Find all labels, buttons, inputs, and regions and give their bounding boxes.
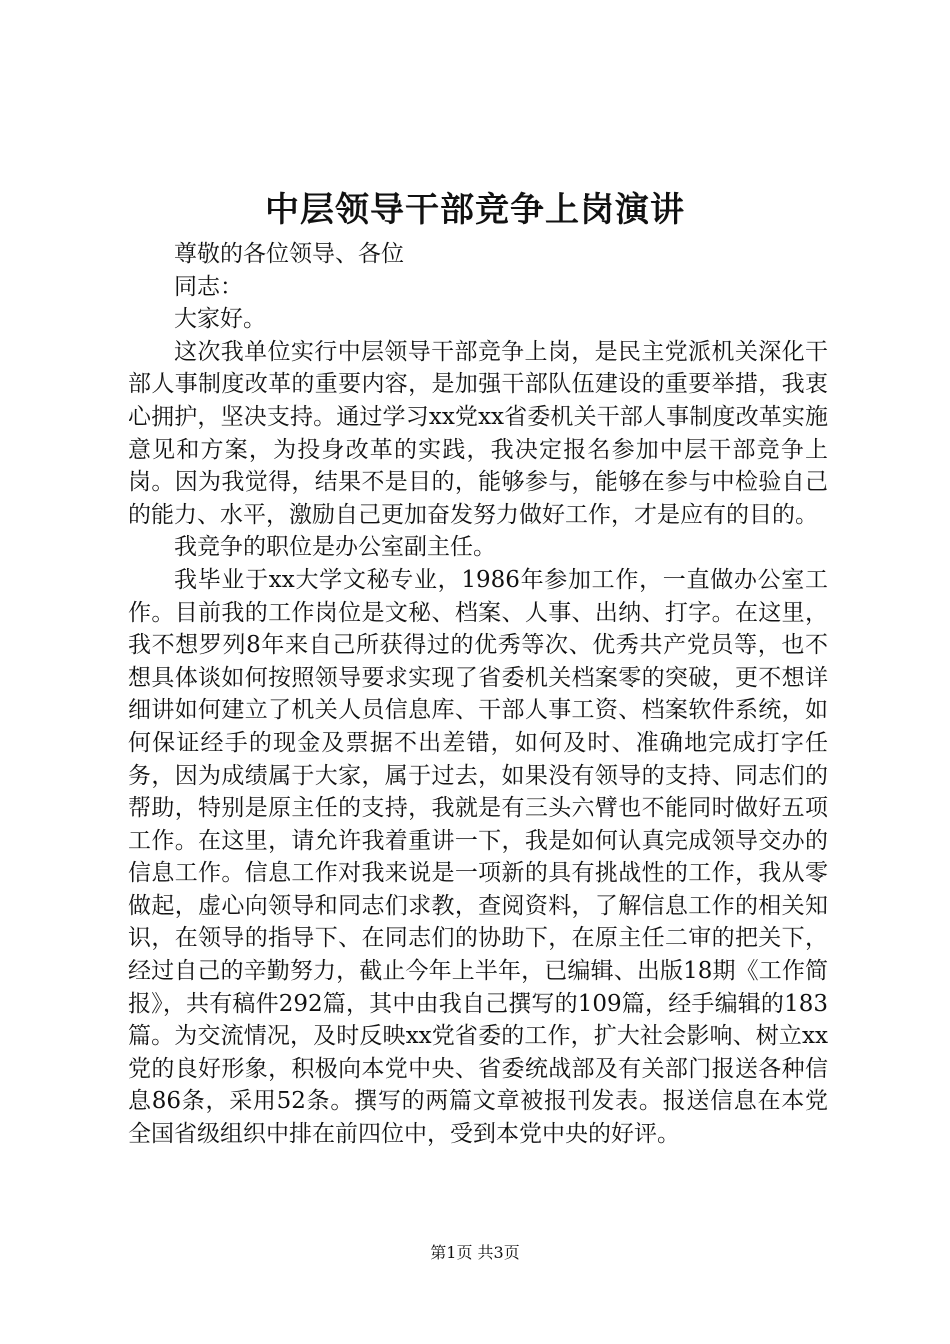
salutation-line-1: 尊敬的各位领导、各位 bbox=[174, 241, 404, 267]
document-body bbox=[128, 238, 828, 1151]
paragraph-experience: 我毕业于xx大学文秘专业，1986年参加工作，一直做办公室工作。目前我的工作岗位是文秘、档案、人事、出纳、打字。在这里，我不想罗列8年来自己所获得过的优秀等次、优秀共产党员等，也不想具体谈如何按照领导要求实现了省委机关档案零的突破，更不想详细讲如何建立了机关人员信息库、干部人事工资、档案软件系统，如何保证经手的现金及票据不出差错，如何及时、准确地完成打字任务，因为成绩属于大家，属于过去，如果没有领导的支持、同志们的帮助，特别是原主任的支持，我就是有三头六臂也不能同时做好五项工作。在这里，请允许我着重讲一下，我是如何认真完成领导交办的信息工作。信息工作对我来说是一项新的具有挑战性的工作，我从零做起，虚心向领导和同志们求教，查阅资料，了解信息工作的相关知识，在领导的指导下、在同志们的协助下，在原主任二审的把关下，经过自己的辛勤努力，截止今年上半年，已编辑、出版18期《工作简报》，共有稿件292篇，其中由我自己撰写的109篇，经手编辑的183篇。为交流情况，及时反映xx党省委的工作，扩大社会影响、树立xx党的良好形象，积极向本党中央、省委统战部及有关部门报送各种信息86条，采用52条。撰写的两篇文章被报刊发表。报送信息在本党全国省级组织中排在前四位中，受到本党中央的好评。 bbox=[128, 566, 828, 1148]
paragraph-intro: 这次我单位实行中层领导干部竞争上岗，是民主党派机关深化干部人事制度改革的重要内容，是加强干部队伍建设的重要举措，我衷心拥护，坚决支持。通过学习xx党xx省委机关干部人事制度改革实施意见和方案，为投身改革的实践，我决定报名参加中层干部竞争上岗。因为我觉得，结果不是目的，能够参与，能够在参与中检验自己的能力、水平，激励自己更加奋发努力做好工作，才是应有的目的。 bbox=[128, 338, 828, 528]
paragraph-position: 我竞争的职位是办公室副主任。 bbox=[174, 534, 496, 561]
salutation-line-2: 同志： bbox=[174, 273, 243, 300]
greeting: 大家好。 bbox=[174, 306, 266, 333]
page-footer: 第1页 共3页 bbox=[430, 1243, 520, 1262]
page-title: 中层领导干部竞争上岗演讲 bbox=[265, 190, 685, 230]
